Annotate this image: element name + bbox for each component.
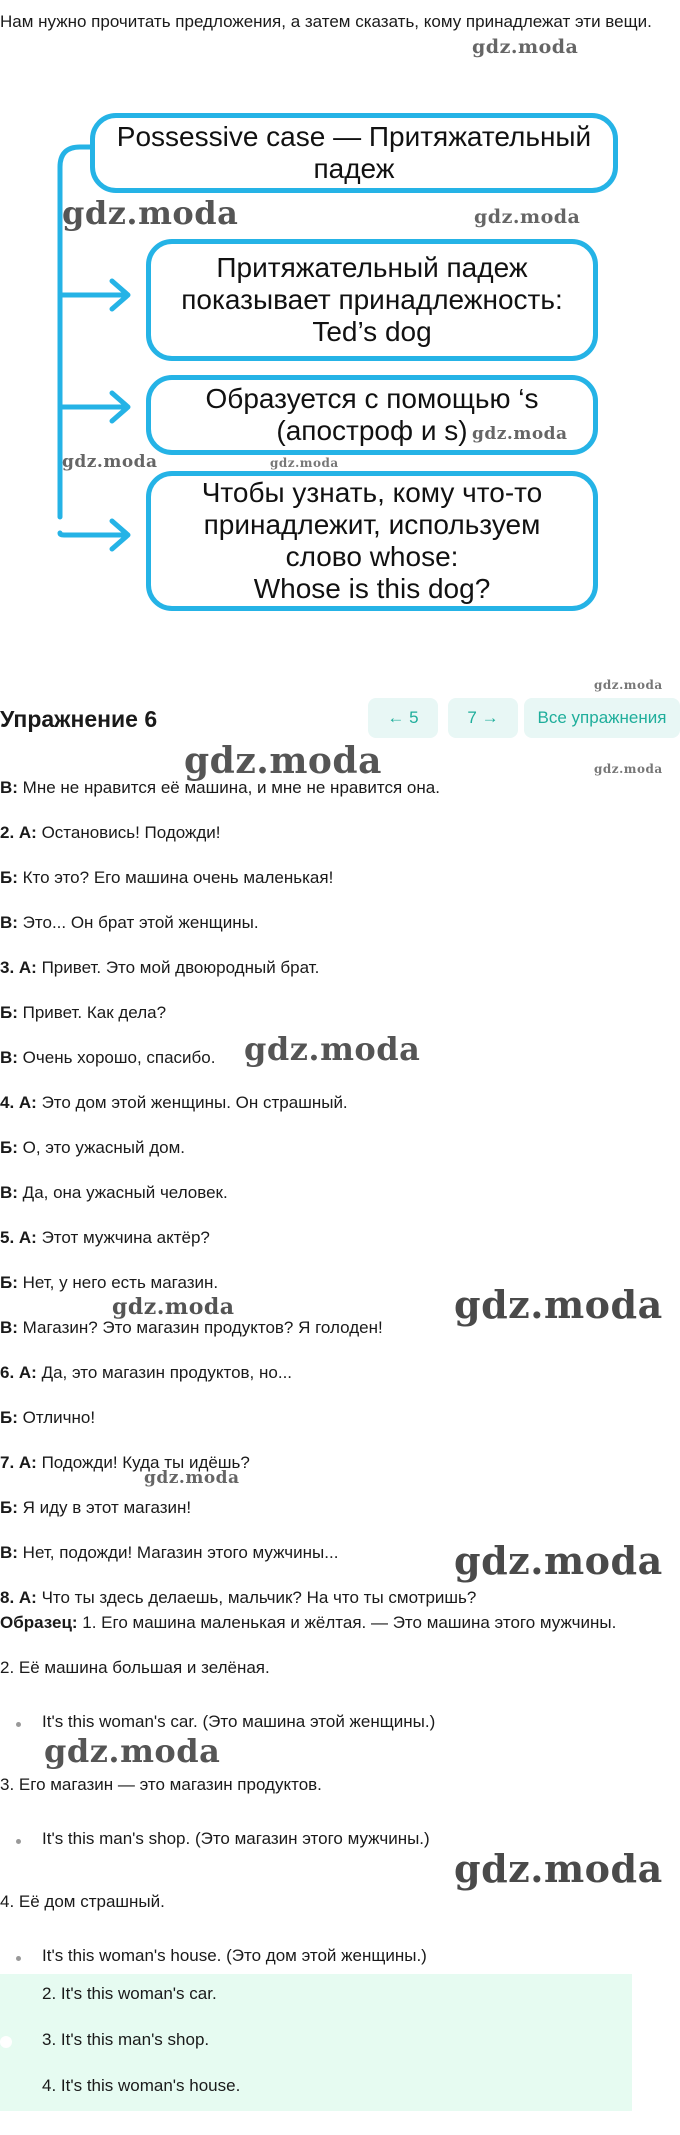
answer-line: 3. It's this man's shop. bbox=[42, 2030, 210, 2049]
whose-box: Чтобы узнать, кому что-то принадлежит, используем слово whose: Whose is this dog? bbox=[146, 471, 598, 611]
formation-box: Образуется с помощью ‘s (апостроф и s) bbox=[146, 375, 598, 455]
watermark: gdz.moda bbox=[270, 456, 339, 470]
answer-line: 2. It's this woman's car. bbox=[42, 1984, 217, 2003]
radio-dot bbox=[0, 2036, 12, 2048]
sample-line: Образец: 1. Его машина маленькая и жёлтая. — Это машина этого мужчины. bbox=[0, 1613, 617, 1632]
exercise-title: Упражнение 6 bbox=[0, 706, 158, 732]
dialogue-line: 8. А: Что ты здесь делаешь, мальчик? На что ты смотришь? bbox=[0, 1588, 477, 1607]
dialogue-line: В: Нет, подожди! Магазин этого мужчины... bbox=[0, 1543, 339, 1562]
dialogue-line: 6. А: Да, это магазин продуктов, но... bbox=[0, 1363, 293, 1382]
dialogue-line: В: Это... Он брат этой женщины. bbox=[0, 913, 259, 932]
dialogue-line: 7. А: Подожди! Куда ты идёшь? bbox=[0, 1453, 250, 1472]
task-answer: It's this man's shop. (Это магазин этого мужчины.) bbox=[42, 1829, 430, 1848]
dialogue-line: Б: Нет, у него есть магазин. bbox=[0, 1273, 219, 1292]
answers-box bbox=[0, 1974, 632, 2111]
watermark: gdz.moda bbox=[144, 1468, 240, 1488]
all-exercises-button[interactable]: Все упражнения bbox=[524, 698, 680, 738]
dialogue-line: Б: Кто это? Его машина очень маленькая! bbox=[0, 868, 334, 887]
dialogue-line: В: Мне не нравится её машина, и мне не нравится она. bbox=[0, 778, 440, 797]
task-question: 3. Его магазин — это магазин продуктов. bbox=[0, 1775, 322, 1794]
bullet bbox=[16, 1722, 21, 1727]
arrow-icon bbox=[60, 521, 128, 549]
dialogue-line: В: Магазин? Это магазин продуктов? Я голоден! bbox=[0, 1318, 383, 1337]
dialogue-line: В: Очень хорошо, спасибо. bbox=[0, 1048, 216, 1067]
task-answer: It's this woman's house. (Это дом этой женщины.) bbox=[42, 1946, 427, 1965]
watermark: gdz.moda bbox=[244, 1030, 421, 1068]
dialogue-line: Б: Я иду в этот магазин! bbox=[0, 1498, 192, 1517]
watermark: gdz.moda bbox=[472, 424, 568, 444]
prev-exercise-button[interactable]: ← 5 bbox=[368, 698, 438, 738]
watermark: gdz.moda bbox=[44, 1732, 221, 1770]
possessive-case-diagram bbox=[0, 105, 680, 625]
watermark: gdz.moda bbox=[454, 1538, 663, 1583]
bullet bbox=[16, 1956, 21, 1961]
task-answer: It's this woman's car. (Это машина этой женщины.) bbox=[42, 1712, 436, 1731]
task-question: 4. Её дом страшный. bbox=[0, 1892, 165, 1911]
dialogue-line: 4. А: Это дом этой женщины. Он страшный. bbox=[0, 1093, 348, 1112]
watermark: gdz.moda bbox=[454, 1282, 663, 1327]
watermark: gdz.moda bbox=[62, 194, 239, 232]
bullet bbox=[16, 1839, 21, 1844]
definition-box: Притяжательный падеж показывает принадлежность: Ted’s dog bbox=[146, 239, 598, 361]
intro-text: Нам нужно прочитать предложения, а затем сказать, кому принадлежат эти вещи. bbox=[0, 12, 652, 31]
task-question: 2. Её машина большая и зелёная. bbox=[0, 1658, 270, 1677]
dialogue-line: 3. А: Привет. Это мой двоюродный брат. bbox=[0, 958, 320, 977]
dialogue-line: Б: Отлично! bbox=[0, 1408, 96, 1427]
watermark: gdz.moda bbox=[454, 1846, 663, 1891]
arrow-icon bbox=[60, 281, 128, 309]
watermark: gdz.moda bbox=[472, 36, 579, 58]
watermark: gdz.moda bbox=[112, 1294, 235, 1320]
next-exercise-button[interactable]: 7 → bbox=[448, 698, 518, 738]
watermark: gdz.moda bbox=[184, 740, 382, 782]
dialogue-line: Б: О, это ужасный дом. bbox=[0, 1138, 185, 1157]
watermark: gdz.moda bbox=[594, 762, 663, 776]
dialogue-line: 2. А: Остановись! Подожди! bbox=[0, 823, 221, 842]
watermark: gdz.moda bbox=[62, 452, 158, 472]
dialogue-line: 5. А: Этот мужчина актёр? bbox=[0, 1228, 210, 1247]
arrow-icon bbox=[60, 393, 128, 421]
exercise-header bbox=[0, 694, 680, 748]
title-box: Possessive case — Притяжательный падеж bbox=[90, 113, 618, 193]
watermark: gdz.moda bbox=[474, 206, 581, 228]
dialogue-line: Б: Привет. Как дела? bbox=[0, 1003, 167, 1022]
watermark: gdz.moda bbox=[594, 678, 663, 692]
dialogue-line: В: Да, она ужасный человек. bbox=[0, 1183, 228, 1202]
answer-line: 4. It's this woman's house. bbox=[42, 2076, 241, 2095]
